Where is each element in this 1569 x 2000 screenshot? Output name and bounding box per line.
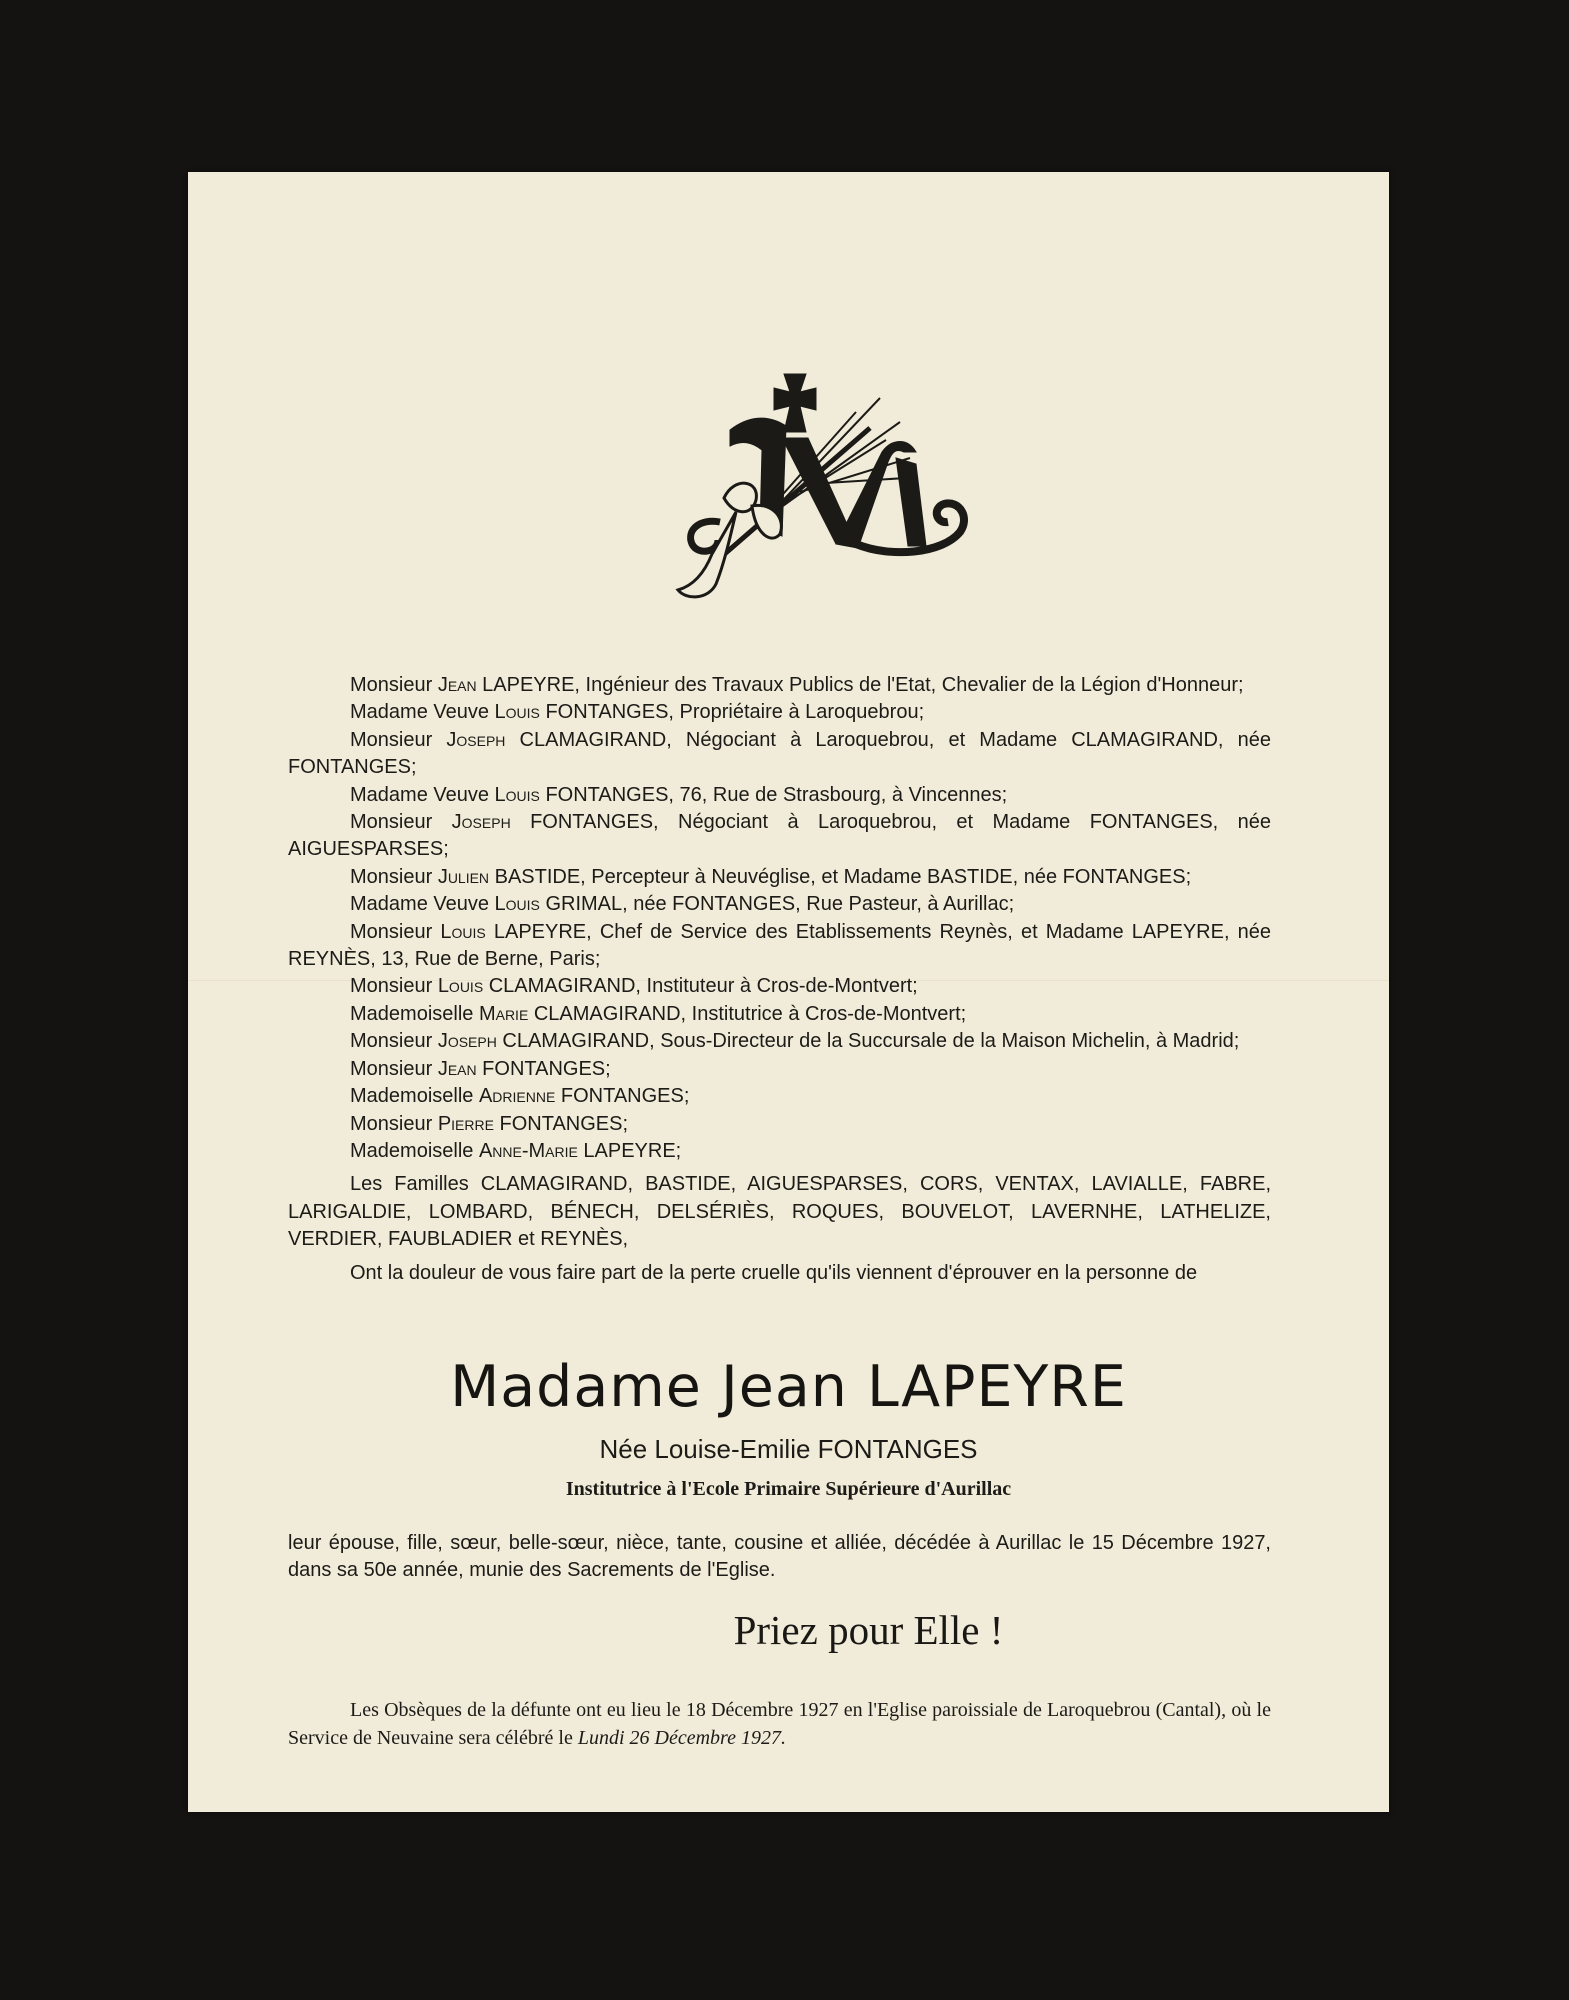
mourning-card	[188, 172, 1389, 1812]
family-line: Monsieur Louis LAPEYRE, Chef de Service des Etablissements Reynès, et Madame LAPEYRE, née REYNÈS, 13, Rue de Berne, Paris;	[288, 920, 1272, 971]
family-line: Madame Veuve Louis FONTANGES, 76, Rue de Strasbourg, à Vincennes;	[350, 783, 1008, 806]
family-list	[288, 672, 1271, 1287]
family-line: Monsieur Pierre FONTANGES;	[350, 1112, 629, 1135]
families-paragraph: Les Familles CLAMAGIRAND, BASTIDE, AIGUESPARSES, CORS, VENTAX, LAVIALLE, FABRE, LARIGALDIE, LOMBARD, BÉNECH, DELSÉRIÈS, ROQUES, BOUVELOT, LAVERNHE, LATHELIZE, VERDIER, FAUBLADIER et REYNÈS,	[288, 1173, 1271, 1251]
family-line: Monsieur Joseph FONTANGES, Négociant à Laroquebrou, et Madame FONTANGES, née AIGUESPARSES;	[288, 811, 1272, 861]
prayer-line: Priez pour Elle !	[733, 1607, 1004, 1653]
announcement-line: Ont la douleur de vous faire part de la perte cruelle qu'ils viennent d'éprouver en la personne de	[350, 1261, 1198, 1284]
cross-monogram-emblem	[660, 368, 976, 608]
funeral-text: Les Obsèques de la défunte ont eu lieu le 18 Décembre 1927 en l'Eglise paroissiale de Laroquebrou (Cantal), où le Service de Neuvaine sera célébré le Lundi 26 Décembre 1927.	[288, 1699, 1271, 1749]
family-line: Mademoiselle Adrienne FONTANGES;	[350, 1085, 690, 1108]
family-line: Monsieur Louis CLAMAGIRAND, Instituteur à Cros-de-Montvert;	[350, 975, 918, 998]
family-line: Mademoiselle Marie CLAMAGIRAND, Institutrice à Cros-de-Montvert;	[350, 1002, 967, 1025]
family-line: Monsieur Joseph CLAMAGIRAND, Sous-Directeur de la Succursale de la Maison Michelin, à Madrid;	[350, 1030, 1240, 1053]
family-line: Monsieur Jean LAPEYRE, Ingénieur des Travaux Publics de l'Etat, Chevalier de la Légion d'Honneur;	[350, 674, 1244, 696]
relations-paragraph	[288, 1530, 1271, 1584]
funeral-paragraph	[288, 1696, 1271, 1752]
relations-text: leur épouse, fille, sœur, belle-sœur, nièce, tante, cousine et alliée, décédée à Aurillac le 15 Décembre 1927, dans sa 50e année, munie des Sacrements de l'Eglise.	[288, 1532, 1271, 1581]
family-line: Monsieur Jean FONTANGES;	[350, 1057, 611, 1080]
deceased-name: Madame Jean LAPEYRE	[450, 1354, 1127, 1420]
maiden-name: Née Louise-Emilie FONTANGES	[599, 1434, 978, 1464]
family-line: Madame Veuve Louis GRIMAL, née FONTANGES, Rue Pasteur, à Aurillac;	[350, 893, 1015, 916]
family-line: Mademoiselle Anne-Marie LAPEYRE;	[350, 1139, 682, 1162]
profession-line: Institutrice à l'Ecole Primaire Supérieure d'Aurillac	[565, 1478, 1012, 1500]
funeral-date: Lundi 26 Décembre 1927.	[577, 1727, 786, 1749]
family-line: Monsieur Joseph CLAMAGIRAND, Négociant à Laroquebrou, et Madame CLAMAGIRAND, née FONTANGES;	[288, 728, 1271, 779]
family-line: Monsieur Julien BASTIDE, Percepteur à Neuvéglise, et Madame BASTIDE, née FONTANGES;	[350, 865, 1192, 888]
family-line: Madame Veuve Louis FONTANGES, Propriétaire à Laroquebrou;	[350, 701, 925, 724]
